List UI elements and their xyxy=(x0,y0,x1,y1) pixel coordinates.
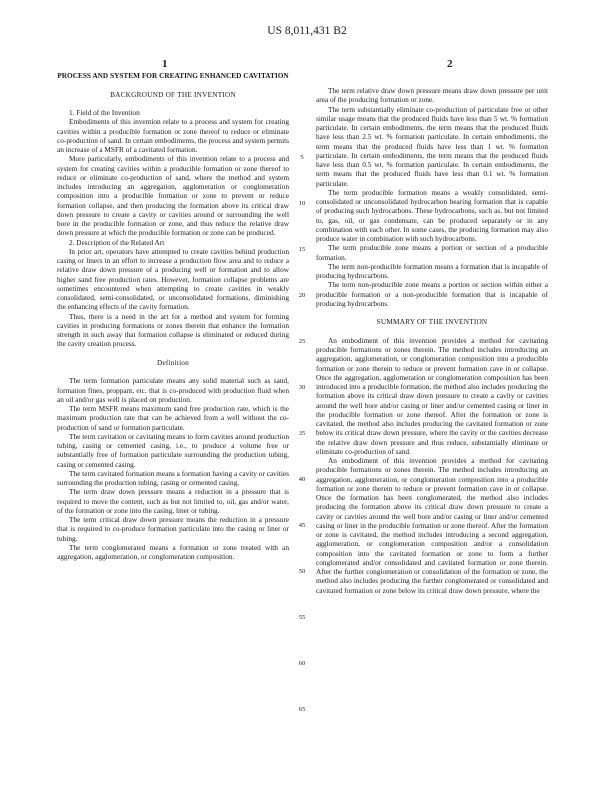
definition: The term relative draw down pressure means draw down pressure per unit area of the producing formation or zone. xyxy=(316,86,548,105)
paragraph: An embodiment of this invention provides a method for cavitating producible formations or zones therein. The method includes introducing an aggregation, agglomeration, or conglomeration composition into a producible formation or zone therein to reduce or prevent formation cave in or collapse. Once the formation has been conglomerated, the method also includes producing the formation above its critical draw down pressure to create a cavity or cavities around the well bore and/or casing or liner and/or cemented casing or liner in the producible formation or zone thereof. After the formation or zone is cavitated, the method includes introducing a second aggregation, agglomeration, or conglomeration composition and/or a consolidation composition into the cavitated formation or zone to form a further conglomerated and/or consolidated and cavitated formation or zone therein. After the further conglomeration or consolidation of the formation or zone, the method also includes producing the further conglomerated or consolidated and cavitated formation or zone below its critical draw down pressure, where the xyxy=(316,456,548,595)
line-number: 20 xyxy=(298,292,306,299)
definition: The term non-producible zone means a portion or section within either a producible formation or a non-producible formation that is incapable of producing hydrocarbons. xyxy=(316,280,548,308)
column-number-left: 1 xyxy=(162,58,168,70)
line-number: 10 xyxy=(298,200,306,207)
line-number: 15 xyxy=(298,246,306,253)
line-number: 25 xyxy=(298,338,306,345)
definition: The term critical draw down pressure means the reduction in a pressure that is required to co-produce formation particulate into the casing or liner or tubing. xyxy=(57,515,289,543)
summary-heading: SUMMARY OF THE INVENTION xyxy=(376,317,488,327)
definition: The term producible formation means a weakly consolidated, semi-consolidated or unconsolidated hydrocarbon bearing formation that is capable of producing such hydrocarbons. These hydrocarbons, such as, but not limited to, gas, oil, or gas condensate, can be produced separately or in any combination with each other. In some cases, the producing formation may also produce water in combination with such hydrocarbons. xyxy=(316,187,548,243)
line-number: 30 xyxy=(298,384,306,391)
line-number: 65 xyxy=(298,706,306,713)
definition: The term conglomerated means a formation or zone treated with an aggregation, agglomeration, or conglomeration composition. xyxy=(57,542,289,561)
line-number: 60 xyxy=(298,660,306,667)
definition: The term MSFR means maximum sand free production rate, which is the maximum production rate that can be achieved from a well without the co-production of sand or formation particulate. xyxy=(57,404,289,432)
paragraph: An embodiment of this invention provides a method for cavitating producible formations or zones therein. The method includes introducing an aggregation, agglomeration, or conglomeration composition into a producible formation or zone therein to reduce or prevent formation cave in or collapse. Once the aggregation, agglomeration or conglomeration composition has been introduced into a producible formation, the method also includes producing the formation above its critical draw down pressure to create a cavity or cavities around the well bore and/or casing or liner and/or cemented casing or liner in the producible formation or zone thereof. After the formation or zone is cavitated, the method also includes producing the cavitated formation or zone below its critical draw down pressure, where the cavity or the cavities decrease the relative draw down pressure and thus reduce, substantially eliminate or eliminate co-production of sand. xyxy=(316,335,548,456)
definition: The term non-producible formation means a formation that is incapable of producing hydrocarbons. xyxy=(316,261,548,280)
line-number: 50 xyxy=(298,568,306,575)
left-column xyxy=(57,71,289,561)
line-number: 5 xyxy=(300,154,304,161)
definition: The term producible zone means a portion or section of a producible formation. xyxy=(316,243,548,262)
paragraph: Thus, there is a need in the art for a method and system for forming cavities in producing formations or zones therein that enhance the formation strength in such away that formation collapse is eliminated or reduced during the cavity creation process. xyxy=(57,311,289,349)
paragraph: Embodiments of this invention relate to a process and system for creating cavities within a producible formation or zone thereof to reduce or eliminate co-production of sand. In certain embodiments, the process and system permits an increase of a MSFR of a cavitated formation. xyxy=(57,117,289,154)
line-number: 35 xyxy=(298,430,306,437)
paragraph: More particularly, embodiments of this invention relate to a process and system for creating cavities within a producible formation or zone thereof to reduce or eliminate co-production of sand, where the method and system includes introducing an aggregation, agglomeration or conglomeration composition into a producible formation or zone to prevent or reduce formation collapse, and then producing the formation above its critical draw down pressure to create a cavity or cavities around or surrounding the well bore in the producible formation or zone, and thus reduce the relative draw down pressure at which the producible formation or zone can be produced. xyxy=(57,154,289,238)
document-title: PROCESS AND SYSTEM FOR CREATING ENHANCED CAVITATION xyxy=(57,71,289,80)
definition: The term formation particulate means any solid material such as sand, formation fines, proppant, etc. that is co-produced with production fluid when an oil and/or gas well is placed on production. xyxy=(57,376,289,404)
definition: The term cavitation or cavitating means to form cavities around production tubing, casing or cemented casing, i.e., to produce a volume free or substantially free of formation particulate surrounding the production tubing, casing or cemented casing. xyxy=(57,431,289,469)
related-art-heading: 2. Description of the Related Art xyxy=(69,237,165,247)
paragraph: In prior art, operators have attempted to create cavities behind production casing or liners in an effort to increase a production flow area and to reduce a relative draw down pressure of a producing well or formation and to allow higher sand free production rates. However, formation collapse problems are sometimes encountered when attempting to create cavities in weakly consolidated, semi-consolidated, or unconsolidated formations, diminishing the enhancing effects of the cavity formation. xyxy=(57,246,289,312)
line-number: 40 xyxy=(298,476,306,483)
line-number: 55 xyxy=(298,614,306,621)
definition: The term draw down pressure means a reduction in a pressure that is required to move the content, such as but not limited to, oil, gas and/or water, of the formation or zone into the casing, liner or tubing. xyxy=(57,487,289,515)
field-heading: 1. Field of the Invention xyxy=(69,108,140,117)
definition: The term substantially eliminate co-production of particulate free or other similar usage means that the produced fluids have less than 5 wt. % formation particulate. In certain embodiments, the term means that the produced fluids have less than 2.5 wt. % formation particulate. In certain embodiments, the term means that the produced fluids have less than 1 wt. % formation particulate. In certain embodiments, the term means that the produced fluids have less than 0.5 wt. % formation particulate. In certain embodiments, the term means that the produced fluids have less than 0.1 wt. % formation particulate. xyxy=(316,104,548,188)
definition: The term cavitated formation means a formation having a cavity or cavities surrounding the production tubing, casing or cemented casing. xyxy=(57,468,289,487)
line-number: 45 xyxy=(298,522,306,529)
column-number-right: 2 xyxy=(447,58,453,70)
definition-heading: Definition xyxy=(157,357,189,367)
background-heading: BACKGROUND OF THE INVENTION xyxy=(110,89,236,99)
patent-number: US 8,011,431 B2 xyxy=(267,25,347,37)
right-column xyxy=(316,86,548,595)
